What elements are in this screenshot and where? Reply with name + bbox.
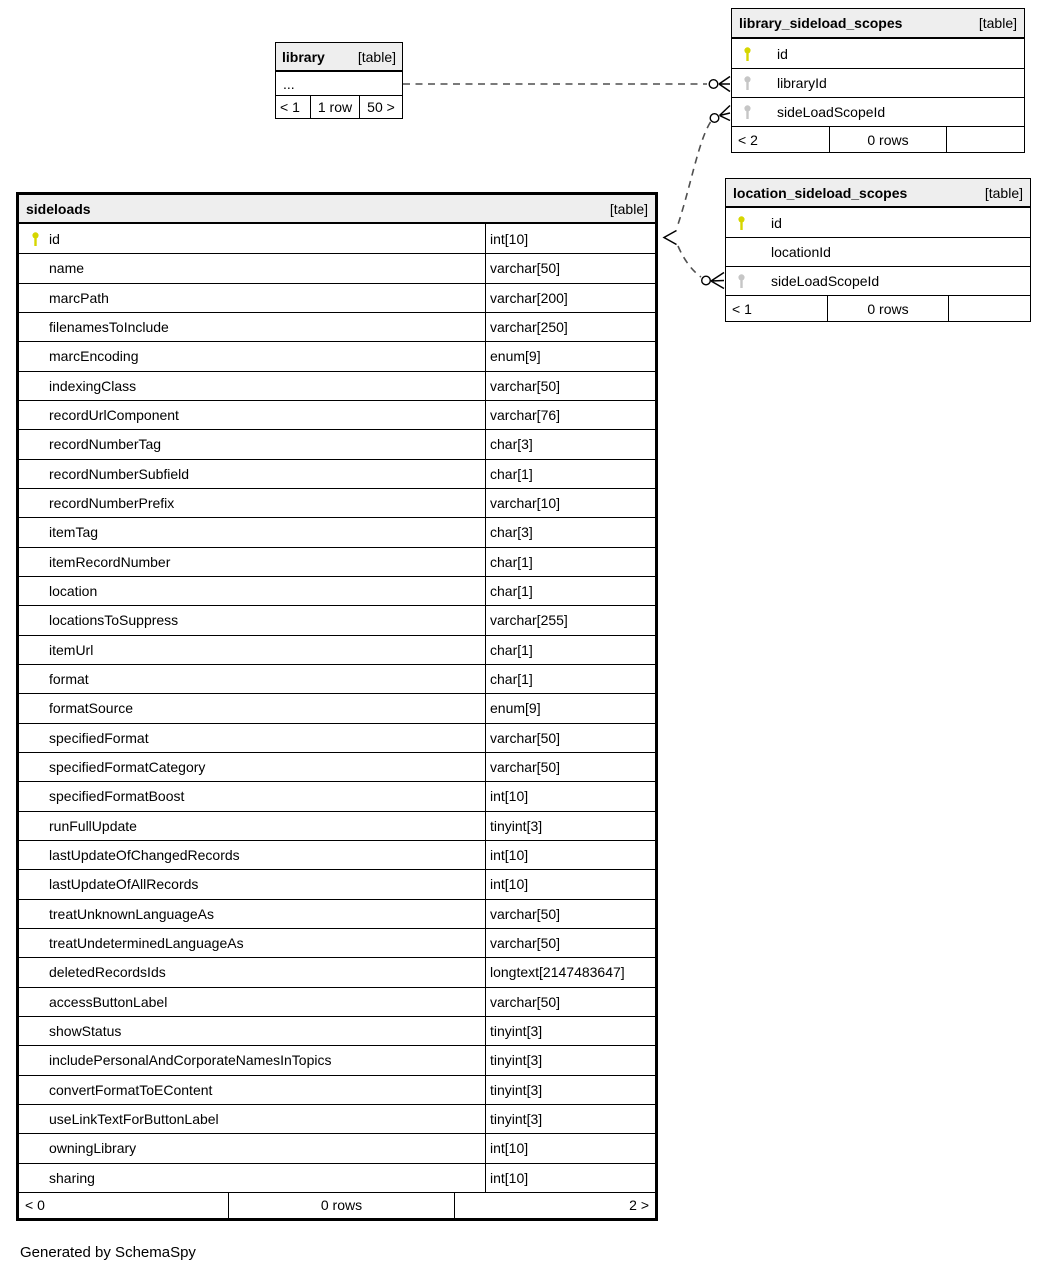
column-name: treatUnknownLanguageAs xyxy=(49,905,215,922)
column-row-sharing[interactable] xyxy=(19,1163,655,1192)
footer-parents-count xyxy=(946,127,1024,152)
column-name: specifiedFormatCategory xyxy=(49,759,206,776)
column-name: specifiedFormat xyxy=(49,729,149,746)
column-name: owningLibrary xyxy=(49,1140,137,1157)
column-type: varchar[255] xyxy=(485,606,655,634)
table-tag: [table] xyxy=(984,184,1023,201)
column-type: longtext[2147483647] xyxy=(485,958,655,986)
key-cell xyxy=(19,231,49,247)
column-type: enum[9] xyxy=(485,342,655,370)
footer-children-count: < 1 xyxy=(732,300,752,317)
one-end-arrow-icon xyxy=(664,231,677,245)
table-rows xyxy=(19,224,655,1192)
column-type: char[1] xyxy=(485,460,655,488)
zero-one-circle xyxy=(710,114,719,123)
footer-parents-count xyxy=(948,296,1030,321)
column-type: varchar[50] xyxy=(485,254,655,282)
column-row-recordNumberSubfield[interactable] xyxy=(19,459,655,488)
column-name: convertFormatToEContent xyxy=(49,1081,213,1098)
column-name: sideLoadScopeId xyxy=(777,104,886,120)
column-name: formatSource xyxy=(49,700,134,717)
column-type: tinyint[3] xyxy=(485,1017,655,1045)
column-name: treatUndeterminedLanguageAs xyxy=(49,935,244,952)
table-tag: [table] xyxy=(978,15,1017,31)
column-name: specifiedFormatBoost xyxy=(49,788,185,805)
table-header[interactable] xyxy=(19,195,655,224)
relationship-line-location-sideload-scopes xyxy=(678,246,701,277)
footer-parents-count: 50 > xyxy=(359,96,402,118)
column-name: format xyxy=(49,671,89,688)
column-name: accessButtonLabel xyxy=(49,993,168,1010)
column-type: tinyint[3] xyxy=(485,812,655,840)
column-name: locationId xyxy=(771,244,831,260)
column-row-indexingClass[interactable] xyxy=(19,371,655,400)
column-type: varchar[10] xyxy=(485,489,655,517)
column-type: int[10] xyxy=(485,841,655,869)
column-row-locationsToSuppress[interactable] xyxy=(19,605,655,634)
column-row-filenamesToInclude[interactable] xyxy=(19,312,655,341)
column-name: sharing xyxy=(49,1169,95,1186)
table-library-sideload-scopes[interactable] xyxy=(731,8,1025,153)
column-name: location xyxy=(49,583,98,600)
column-name: id xyxy=(49,230,60,247)
column-row-marcEncoding[interactable] xyxy=(19,341,655,370)
column-row-lastUpdateOfAllRecords[interactable] xyxy=(19,869,655,898)
table-header[interactable] xyxy=(732,9,1024,39)
column-name: sideLoadScopeId xyxy=(771,273,880,289)
column-name: marcEncoding xyxy=(49,348,139,365)
foreign-key-icon xyxy=(736,273,747,289)
column-row-libraryId[interactable] xyxy=(732,68,1024,97)
column-row-includePersonalAndCorporateNamesInTopics[interactable] xyxy=(19,1045,655,1074)
footer-row-count: 0 rows xyxy=(827,296,948,321)
column-row-itemUrl[interactable] xyxy=(19,635,655,664)
column-name: lastUpdateOfAllRecords xyxy=(49,876,199,893)
column-name: filenamesToInclude xyxy=(49,319,169,336)
column-row-owningLibrary[interactable] xyxy=(19,1133,655,1162)
column-name: ... xyxy=(283,75,295,92)
table-title: library_sideload_scopes xyxy=(739,15,903,31)
column-type: varchar[50] xyxy=(485,900,655,928)
column-row-id[interactable] xyxy=(19,224,655,253)
column-row-deletedRecordsIds[interactable] xyxy=(19,957,655,986)
zero-one-circle xyxy=(702,276,711,285)
column-name: lastUpdateOfChangedRecords xyxy=(49,847,240,864)
table-rows xyxy=(276,72,402,95)
column-type: int[10] xyxy=(485,782,655,810)
column-type: char[1] xyxy=(485,665,655,693)
key-cell xyxy=(732,46,777,62)
column-name: id xyxy=(777,45,788,62)
column-row-recordNumberPrefix[interactable] xyxy=(19,488,655,517)
column-name: indexingClass xyxy=(49,377,137,394)
footer-children-count: < 0 xyxy=(25,1197,45,1214)
key-cell xyxy=(726,215,771,231)
column-name: recordNumberPrefix xyxy=(49,495,175,512)
table-footer xyxy=(276,95,402,118)
column-row-marcPath[interactable] xyxy=(19,283,655,312)
column-row-id[interactable] xyxy=(726,208,1030,237)
column-row-sideLoadScopeId[interactable] xyxy=(726,266,1030,295)
foreign-key-icon xyxy=(742,75,753,91)
table-footer xyxy=(732,126,1024,152)
column-row-accessButtonLabel[interactable] xyxy=(19,987,655,1016)
footer-parents-count: 2 > xyxy=(454,1193,655,1218)
primary-key-icon xyxy=(742,46,753,62)
footer-children-count: < 1 xyxy=(280,99,300,115)
column-name: runFullUpdate xyxy=(49,817,137,834)
column-type: int[10] xyxy=(485,224,655,253)
column-type: varchar[50] xyxy=(485,929,655,957)
column-name: recordNumberTag xyxy=(49,436,162,453)
column-name: itemUrl xyxy=(49,641,94,658)
table-footer xyxy=(19,1192,655,1218)
column-type: varchar[50] xyxy=(485,988,655,1016)
column-row-showStatus[interactable] xyxy=(19,1016,655,1045)
column-row-name[interactable] xyxy=(19,253,655,282)
table-title: sideloads xyxy=(26,200,91,217)
column-row-recordUrlComponent[interactable] xyxy=(19,400,655,429)
column-type: tinyint[3] xyxy=(485,1076,655,1104)
column-name: id xyxy=(771,214,782,231)
column-row-specifiedFormatBoost[interactable] xyxy=(19,781,655,810)
column-type: varchar[50] xyxy=(485,753,655,781)
column-type: enum[9] xyxy=(485,694,655,722)
column-type: char[1] xyxy=(485,636,655,664)
column-name: locationsToSuppress xyxy=(49,612,179,629)
column-name: itemRecordNumber xyxy=(49,553,171,570)
primary-key-icon xyxy=(736,215,747,231)
primary-key-icon xyxy=(30,231,41,247)
column-name: showStatus xyxy=(49,1023,122,1040)
table-footer xyxy=(726,295,1030,321)
column-row-id[interactable] xyxy=(732,39,1024,68)
table-tag: [table] xyxy=(609,200,648,217)
column-type: char[3] xyxy=(485,430,655,458)
column-row-specifiedFormat[interactable] xyxy=(19,723,655,752)
column-name: includePersonalAndCorporateNamesInTopics xyxy=(49,1052,332,1069)
column-type: varchar[50] xyxy=(485,372,655,400)
generated-by-note: Generated by SchemaSpy xyxy=(20,1244,196,1261)
column-row-itemTag[interactable] xyxy=(19,517,655,546)
key-cell xyxy=(732,104,777,120)
column-row-itemRecordNumber[interactable] xyxy=(19,547,655,576)
column-row-recordNumberTag[interactable] xyxy=(19,429,655,458)
column-row-format[interactable] xyxy=(19,664,655,693)
table-title: location_sideload_scopes xyxy=(733,184,908,201)
key-cell xyxy=(732,75,777,91)
footer-row-count: 0 rows xyxy=(829,127,946,152)
column-type: varchar[250] xyxy=(485,313,655,341)
relationship-line-library-sideload-scopes xyxy=(677,122,711,229)
column-row-location[interactable] xyxy=(19,576,655,605)
column-row-formatSource[interactable] xyxy=(19,693,655,722)
table-rows xyxy=(726,208,1030,295)
column-type: int[10] xyxy=(485,870,655,898)
column-type: varchar[200] xyxy=(485,284,655,312)
table-title: library xyxy=(282,48,325,65)
column-type: int[10] xyxy=(485,1134,655,1162)
column-row-convertFormatToEContent[interactable] xyxy=(19,1075,655,1104)
column-row-treatUnknownLanguageAs[interactable] xyxy=(19,899,655,928)
crows-foot-icon xyxy=(719,77,730,92)
column-row-ellipsis[interactable] xyxy=(276,72,402,95)
table-rows xyxy=(732,39,1024,126)
column-type: char[1] xyxy=(485,577,655,605)
column-row-treatUndeterminedLanguageAs[interactable] xyxy=(19,928,655,957)
column-row-runFullUpdate[interactable] xyxy=(19,811,655,840)
table-tag: [table] xyxy=(357,48,396,65)
column-row-sideLoadScopeId[interactable] xyxy=(732,97,1024,126)
table-sideloads[interactable] xyxy=(16,192,658,1221)
footer-children-count: < 2 xyxy=(738,131,758,148)
column-type: int[10] xyxy=(485,1164,655,1192)
column-row-lastUpdateOfChangedRecords[interactable] xyxy=(19,840,655,869)
column-name: marcPath xyxy=(49,289,109,306)
table-location-sideload-scopes[interactable] xyxy=(725,178,1031,322)
column-name: recordNumberSubfield xyxy=(49,465,190,482)
column-type: varchar[50] xyxy=(485,724,655,752)
column-type: varchar[76] xyxy=(485,401,655,429)
column-name: recordUrlComponent xyxy=(49,407,179,424)
table-library[interactable] xyxy=(275,42,403,119)
column-name: name xyxy=(49,260,85,277)
column-type: tinyint[3] xyxy=(485,1046,655,1074)
zero-one-circle xyxy=(709,80,718,89)
column-row-useLinkTextForButtonLabel[interactable] xyxy=(19,1104,655,1133)
column-name: libraryId xyxy=(777,75,827,91)
foreign-key-icon xyxy=(742,104,753,120)
crows-foot-icon xyxy=(720,106,731,121)
table-header[interactable] xyxy=(276,43,402,72)
column-type: char[3] xyxy=(485,518,655,546)
table-header[interactable] xyxy=(726,179,1030,208)
column-row-locationId[interactable] xyxy=(726,237,1030,266)
footer-row-count: 0 rows xyxy=(228,1193,454,1218)
column-name: deletedRecordsIds xyxy=(49,964,166,981)
key-cell xyxy=(726,273,771,289)
column-name: useLinkTextForButtonLabel xyxy=(49,1111,219,1127)
footer-row-count: 1 row xyxy=(310,96,359,118)
crows-foot-icon xyxy=(711,273,724,289)
column-type: tinyint[3] xyxy=(485,1105,655,1133)
column-type: char[1] xyxy=(485,548,655,576)
column-name: itemTag xyxy=(49,524,99,541)
column-row-specifiedFormatCategory[interactable] xyxy=(19,752,655,781)
